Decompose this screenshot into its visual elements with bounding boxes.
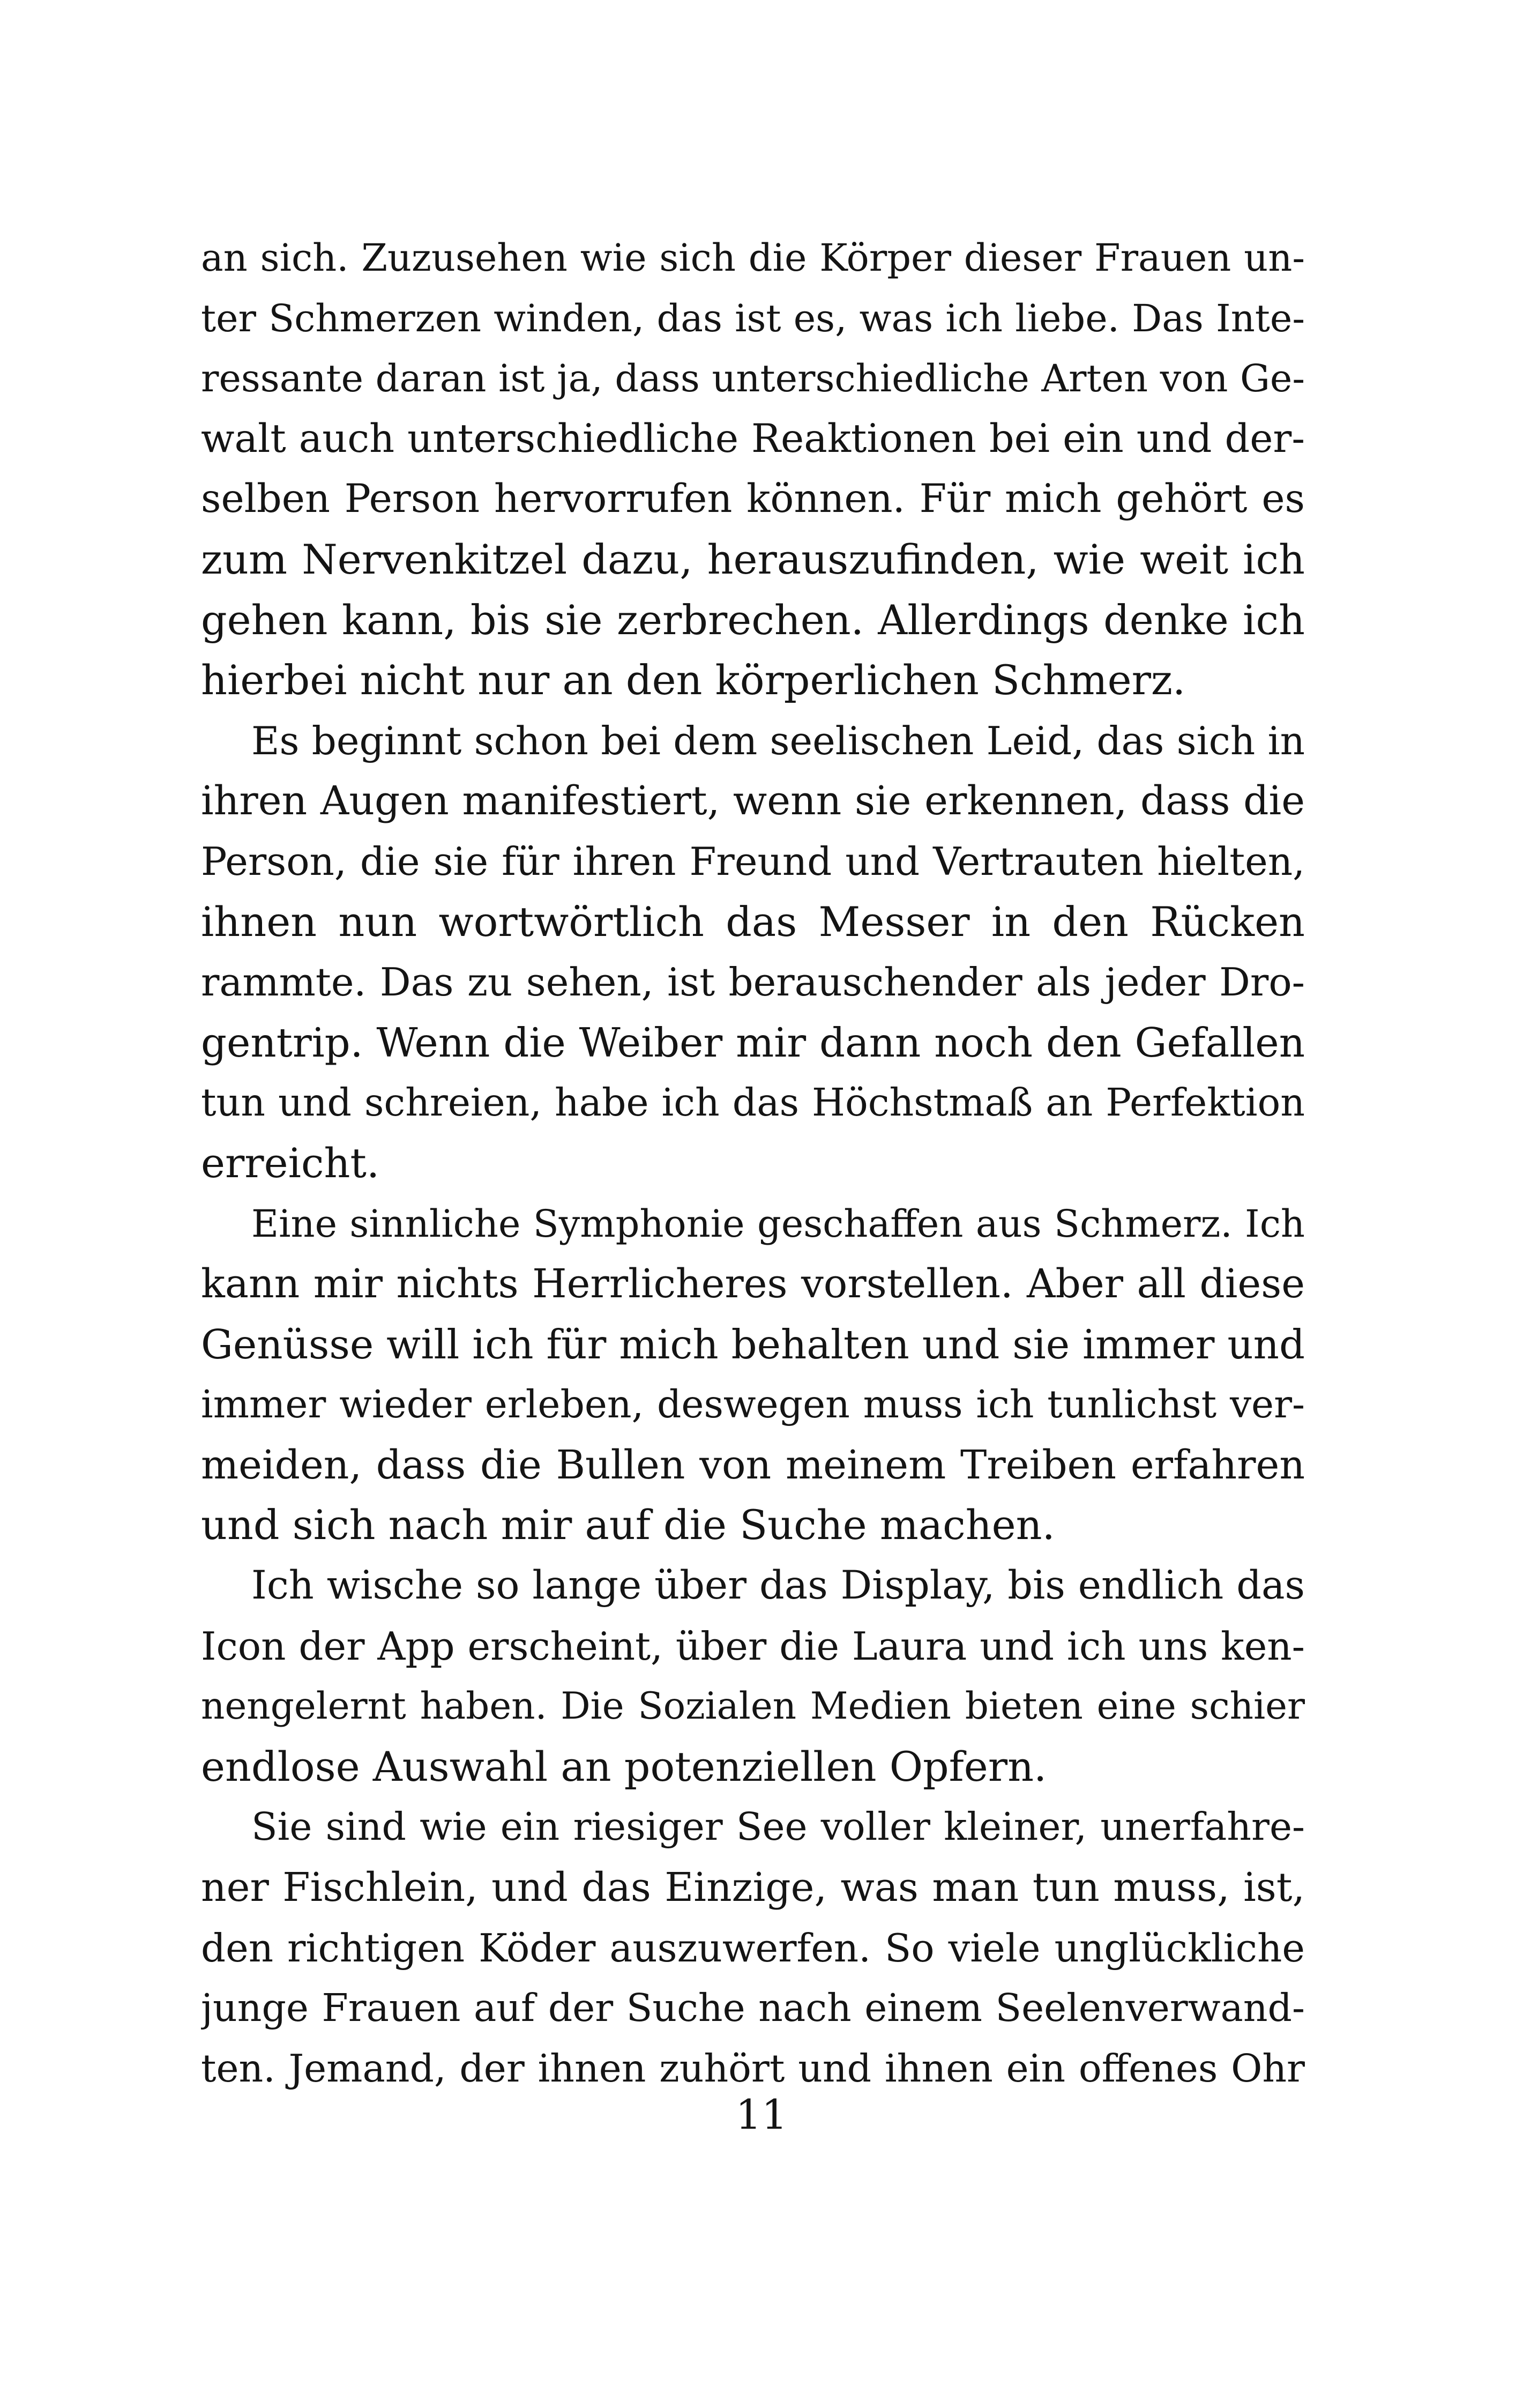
text-line: und sich nach mir auf die Suche machen. [201,1501,1055,1549]
text-line: ter Schmerzen winden, das ist es, was ich liebe. Das Inte- [201,296,1305,340]
text-line: Sie sind wie ein riesiger See voller kleiner, unerfahre- [251,1804,1305,1849]
text-line: ihren Augen manifestiert, wenn sie erkennen, dass die [201,778,1305,824]
text-line: den richtigen Köder auszuwerfen. So viele unglückliche [201,1925,1305,1971]
body-text [201,228,1305,2099]
paragraph [201,228,1305,711]
text-line: Genüsse will ich für mich behalten und sie immer und [201,1320,1305,1368]
text-line: endlose Auswahl an potenziellen Opfern. [201,1742,1047,1790]
text-line: immer wieder erleben, deswegen muss ich tunlichst ver- [201,1382,1305,1427]
text-line: selben Person hervorrufen können. Für mich gehört es [201,476,1305,522]
text-line: nengelernt haben. Die Sozialen Medien bieten eine schier [201,1685,1305,1728]
text-line: hierbei nicht nur an den körperlichen Schmerz. [201,656,1186,704]
paragraph [201,711,1305,1194]
text-line: erreicht. [201,1139,380,1187]
text-line: Icon der App erscheint, über die Laura und ich uns ken- [201,1623,1305,1669]
text-line: ressante daran ist ja, dass unterschiedliche Arten von Ge- [201,356,1305,401]
text-line: junge Frauen auf der Suche nach einem Seelenverwand- [201,1986,1305,2031]
text-line: meiden, dass die Bullen von meinem Treiben erfahren [201,1441,1305,1488]
text-line: tun und schreien, habe ich das Höchstmaß an Perfektion [201,1080,1305,1125]
paragraph [201,1556,1305,1797]
text-line: ten. Jemand, der ihnen zuhört und ihnen ein offenes Ohr [201,2046,1305,2091]
text-line: gehen kann, bis sie zerbrechen. Allerdings denke ich [201,596,1305,644]
text-line: Ich wische so lange über das Display, bis endlich das [251,1563,1305,1609]
text-line: walt auch unterschiedliche Reaktionen bei ein und der- [201,415,1305,462]
text-line: kann mir nichts Herrlicheres vorstellen. Aber all diese [201,1261,1305,1307]
page-number: 11 [735,2091,788,2138]
text-line: Person, die sie für ihren Freund und Vertrauten hielten, [201,838,1305,884]
paragraph [201,1797,1305,2099]
text-line: an sich. Zuzusehen wie sich die Körper dieser Frauen un- [201,236,1305,280]
text-line: Es beginnt schon bei dem seelischen Leid, das sich in [251,718,1305,763]
text-line: Eine sinnliche Symphonie geschaffen aus Schmerz. Ich [251,1201,1305,1246]
text-line: ner Fischlein, und das Einzige, was man tun muss, ist, [201,1864,1305,1911]
text-line: gentrip. Wenn die Weiber mir dann noch den Gefallen [201,1019,1305,1066]
paragraph [201,1194,1305,1556]
text-line: rammte. Das zu sehen, ist berauschender als jeder Dro- [201,960,1305,1005]
text-line: zum Nervenkitzel dazu, herauszufinden, wie weit ich [201,535,1305,583]
text-line: ihnen nun wortwörtlich das Messer in den Rücken [201,897,1305,946]
